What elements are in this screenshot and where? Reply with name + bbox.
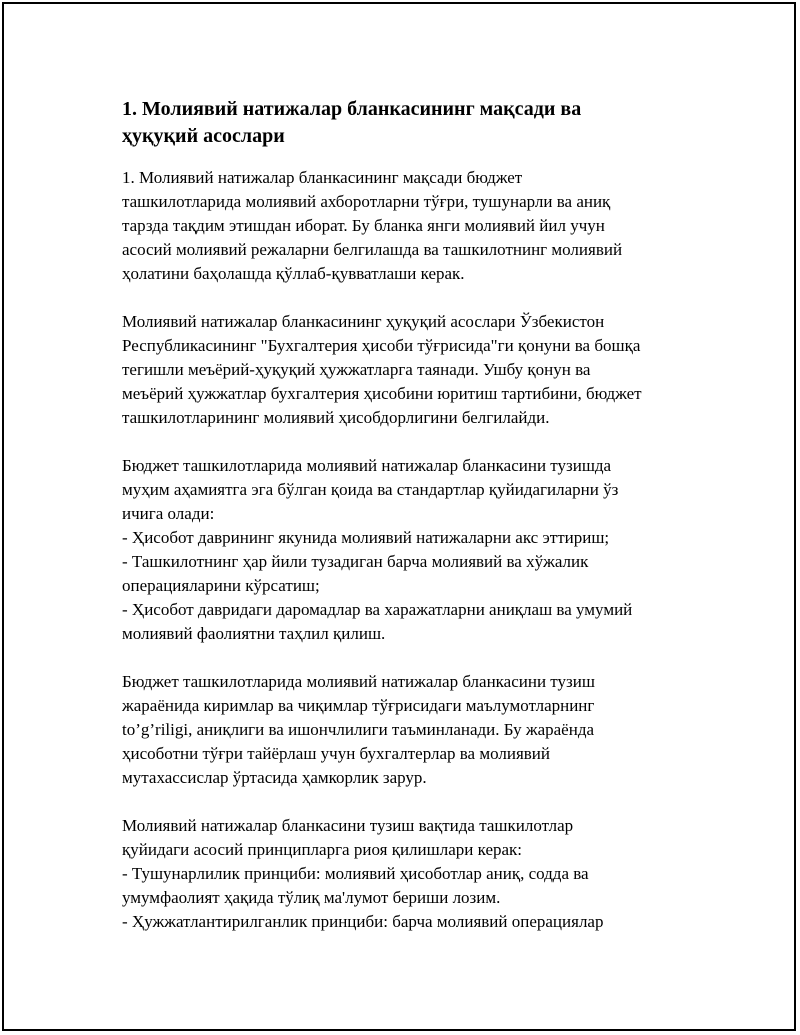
paragraph-legal-basis: Молиявий натижалар бланкасининг ҳуқуқий асослари Ўзбекистон Республикасининг "Бухгалтерия ҳисоби тўғрисида"ги қонуни ва бошқа тегишли меъёрий-ҳуқуқий ҳужжатларга таянади. Ушбу қонун ва меъёрий ҳужжатлар бухгалтерия ҳисобини юритиш тартибини, бюджет ташкилотларининг молиявий ҳисобдорлигини белгилайди. <box>122 312 642 427</box>
paragraph-standards: Бюджет ташкилотларида молиявий натижалар бланкасини тузишда муҳим аҳамиятга эга бўлган қоида ва стандартлар қуйидагиларни ўз ичига олади: - Ҳисобот даврининг якунида молиявий натижаларни акс эттириш; - Ташкилотнинг ҳар йили тузадиган барча молиявий ва хўжалик операцияларини кўрсатиш; - Ҳисобот давридаги даромадлар ва харажатларни аниқлаш ва умумий молиявий фаолиятни таҳлил қилиш. <box>122 456 633 643</box>
paragraph-principles: Молиявий натижалар бланкасини тузиш вақтида ташкилотлар қуйидаги асосий принципларга риоя қилишлари керак: - Тушунарлилик принциби: молиявий ҳисоботлар аниқ, содда ва умумфаолият ҳақида тўлиқ ма'лумот бериши лозим. - Ҳужжатлантирилганлик принциби: барча молиявий операциялар <box>122 816 604 931</box>
paragraph-purpose: 1. Молиявий натижалар бланкасининг мақсади бюджет ташкилотларида молиявий ахборотларни тўғри, тушунарли ва аниқ тарзда тақдим этишдан иборат. Бу бланка янги молиявий йил учун асосий молиявий режаларни белгилашда ва ташкилотнинг молиявий ҳолатини баҳолашда қўллаб-қувватлаши керак. <box>122 168 623 283</box>
page-frame <box>2 2 796 1031</box>
document-body <box>122 96 682 934</box>
paragraph-process: Бюджет ташкилотларида молиявий натижалар бланкасини тузиш жараёнида киримлар ва чиқимлар тўғрисидаги маълумотларнинг to’g’riligi, аниқлиги ва ишончлилиги таъминланади. Бу жараёнда ҳисоботни тўғри тайёрлаш учун бухгалтерлар ва молиявий мутахассислар ўртасида ҳамкорлик зарур. <box>122 672 595 787</box>
document-title: 1. Молиявий натижалар бланкасининг мақсади ва ҳуқуқий асослари <box>122 98 582 147</box>
